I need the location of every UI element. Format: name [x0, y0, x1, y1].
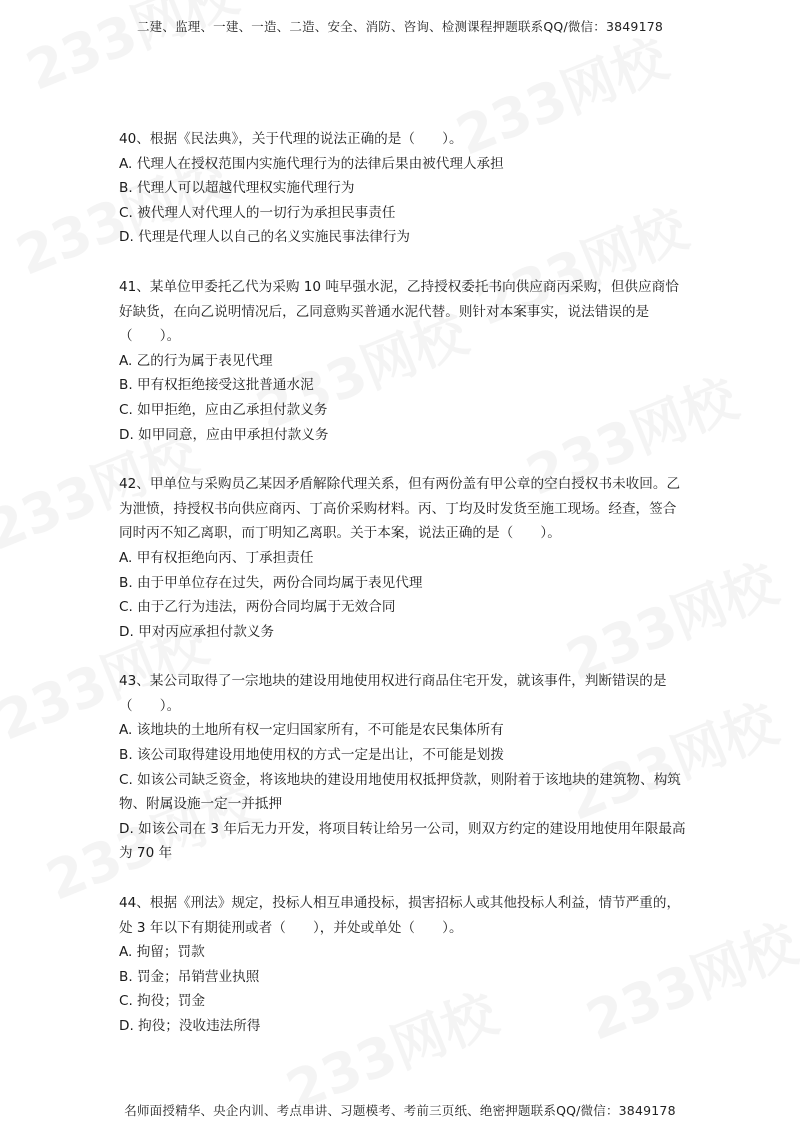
- option-d: D. 如甲同意，应由甲承担付款义务: [119, 426, 329, 443]
- option-c: C. 如该公司缺乏资金，将该地块的建设用地使用权抵押贷款，则附着于该地块的建筑物、构筑物、附属设施一定一并抵押: [119, 771, 681, 813]
- option-c: C. 被代理人对代理人的一切行为承担民事责任: [119, 204, 396, 221]
- question-stem: 44、根据《刑法》规定，投标人相互串通投标，损害招标人或其他投标人利益，情节严重的，处 3 年以下有期徒刑或者（ ），并处或单处（ ）。: [119, 895, 681, 936]
- option-d: D. 甲对丙应承担付款义务: [119, 623, 275, 640]
- option-d: D. 拘役；没收违法所得: [119, 1018, 261, 1034]
- option-c: C. 如甲拒绝，应由乙承担付款义务: [119, 401, 328, 418]
- option-a: A. 该地块的土地所有权一定归国家所有，不可能是农民集体所有: [119, 722, 504, 739]
- option-a: A. 甲有权拒绝向丙、丁承担责任: [119, 549, 314, 566]
- question-44: [119, 891, 687, 1039]
- question-43: [119, 669, 687, 866]
- question-42: [119, 472, 687, 644]
- option-d: D. 如该公司在 3 年后无力开发，将项目转让给另一公司，则双方约定的建设用地使用年限最高为 70 年: [119, 820, 686, 862]
- page-header: 二建、监理、一建、一造、二造、安全、消防、咨询、检测课程押题联系QQ/微信：3849178: [136, 19, 664, 34]
- option-b: B. 该公司取得建设用地使用权的方式一定是出让，不可能是划拨: [119, 747, 504, 764]
- option-a: A. 乙的行为属于表见代理: [119, 352, 273, 369]
- option-d: D. 代理是代理人以自己的名义实施民事法律行为: [119, 229, 410, 246]
- option-b: B. 代理人可以超越代理权实施代理行为: [119, 180, 355, 197]
- option-a: A. 拘留；罚款: [119, 944, 205, 961]
- watermark: [14, 0, 248, 106]
- question-40: [119, 127, 687, 250]
- question-list: [119, 127, 687, 1064]
- question-41: [119, 275, 687, 447]
- question-stem: 42、甲单位与采购员乙某因矛盾解除代理关系，但有两份盖有甲公章的空白授权书未收回。乙为泄愤，持授权书向供应商丙、丁高价采购材料。丙、丁均及时发货至施工现场。经查，签合同时丙不知乙离职，而丁明知乙离职。关于本案，说法正确的是（ ）。: [119, 476, 681, 542]
- option-b: B. 罚金；吊销营业执照: [119, 968, 260, 985]
- question-stem: 40、根据《民法典》，关于代理的说法正确的是（ ）。: [119, 131, 463, 147]
- option-c: C. 由于乙行为违法，两份合同均属于无效合同: [119, 599, 396, 616]
- option-b: B. 由于甲单位存在过失，两份合同均属于表见代理: [119, 574, 423, 591]
- option-c: C. 拘役；罚金: [119, 993, 206, 1010]
- option-b: B. 甲有权拒绝接受这批普通水泥: [119, 377, 314, 394]
- page-footer: 名师面授精华、央企内训、考点串讲、习题模考、考前三页纸、绝密押题联系QQ/微信：3849178: [124, 1103, 676, 1118]
- question-stem: 43、某公司取得了一宗地块的建设用地使用权进行商品住宅开发，就该事件，判断错误的是（ ）。: [119, 673, 667, 714]
- option-a: A. 代理人在授权范围内实施代理行为的法律后果由被代理人承担: [119, 155, 504, 172]
- question-stem: 41、某单位甲委托乙代为采购 10 吨早强水泥，乙持授权委托书向供应商丙采购，但供应商恰好缺货，在向乙说明情况后，乙同意购买普通水泥代替。则针对本案事实，说法错误的是（ ）。: [119, 278, 679, 345]
